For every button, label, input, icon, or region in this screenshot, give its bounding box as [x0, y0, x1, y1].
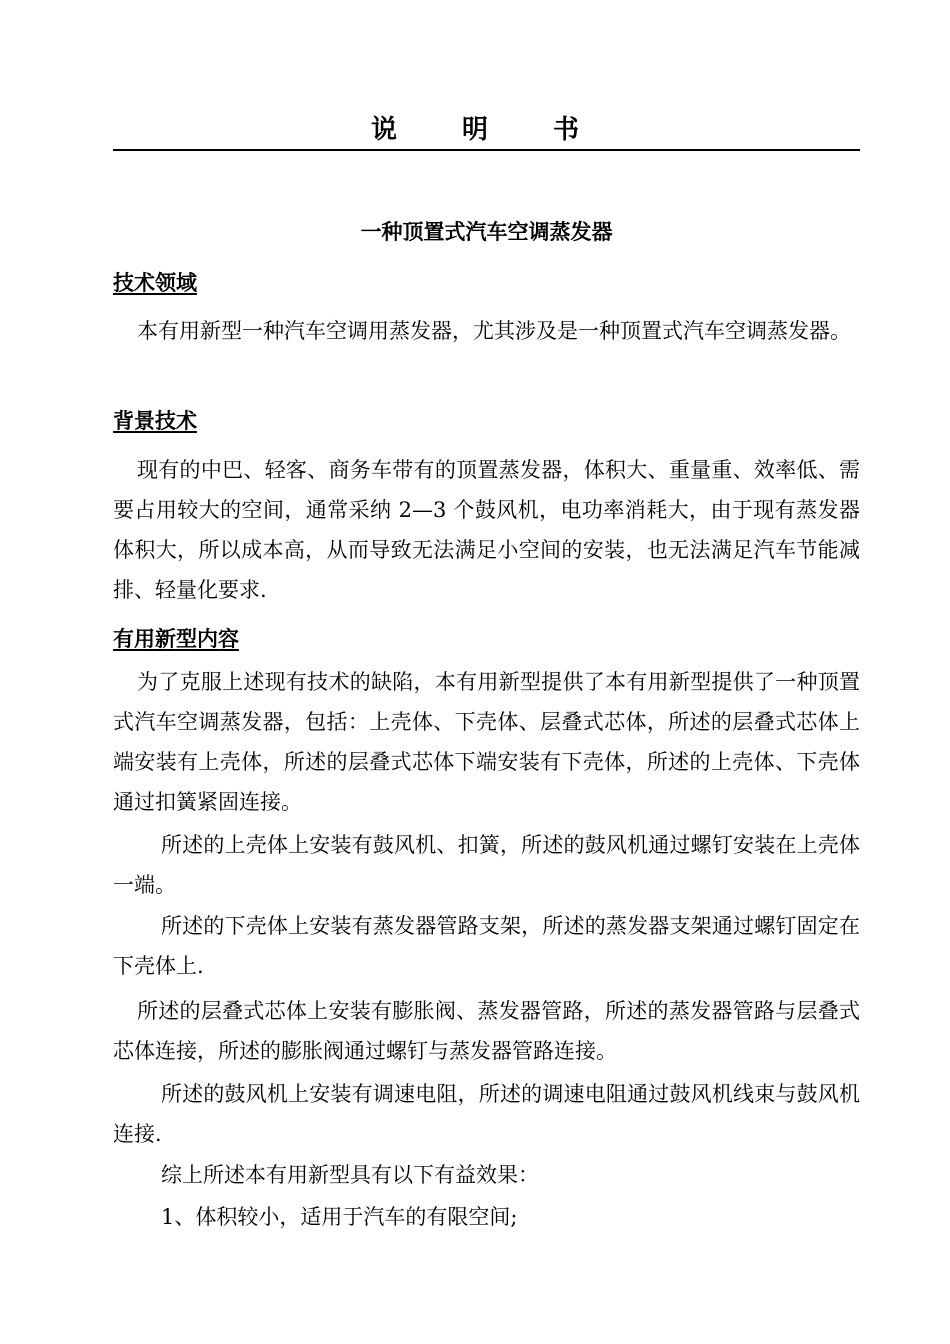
- document-title: 说 明 书: [370, 115, 608, 145]
- paragraph-content-7: 1、体积较小，适用于汽车的有限空间;: [161, 1205, 518, 1229]
- paragraph-content-2: 所述的上壳体上安装有鼓风机、扣簧，所述的鼓风机通过螺钉安装在上壳体一端。: [113, 833, 860, 897]
- paragraph-technical-field: 本有用新型一种汽车空调用蒸发器，尤其涉及是一种顶置式汽车空调蒸发器。: [137, 319, 851, 343]
- document-subtitle: 一种顶置式汽车空调蒸发器: [360, 219, 613, 244]
- paragraph-background: 现有的中巴、轻客、商务车带有的顶置蒸发器，体积大、重量重、效率低、需要占用较大的空间，通常采纳 2—3 个鼓风机，电功率消耗大，由于现有蒸发器体积大，所以成本高，从而导致无法满足小空间的安装，也无法满足汽车节能减排、轻量化要求.: [113, 458, 860, 602]
- paragraph-content-5: 所述的鼓风机上安装有调速电阻，所述的调速电阻通过鼓风机线束与鼓风机连接.: [113, 1082, 860, 1146]
- paragraph-content-1: 为了克服上述现有技术的缺陷，本有用新型提供了本有用新型提供了一种顶置式汽车空调蒸发器，包括：上壳体、下壳体、层叠式芯体，所述的层叠式芯体上端安装有上壳体，所述的层叠式芯体下端安装有下壳体，所述的上壳体、下壳体通过扣簧紧固连接。: [113, 670, 860, 814]
- paragraph-content-3: 所述的下壳体上安装有蒸发器管路支架，所述的蒸发器支架通过螺钉固定在下壳体上.: [113, 914, 860, 978]
- paragraph-content-6: 综上所述本有用新型具有以下有益效果：: [161, 1163, 539, 1187]
- section-heading-background: 背景技术: [113, 408, 197, 433]
- paragraph-content-4: 所述的层叠式芯体上安装有膨胀阀、蒸发器管路，所述的蒸发器管路与层叠式芯体连接，所述的膨胀阀通过螺钉与蒸发器管路连接。: [113, 999, 860, 1063]
- title-rule: [113, 149, 860, 151]
- section-heading-utility-content: 有用新型内容: [113, 626, 239, 651]
- section-heading-technical-field: 技术领域: [113, 270, 197, 295]
